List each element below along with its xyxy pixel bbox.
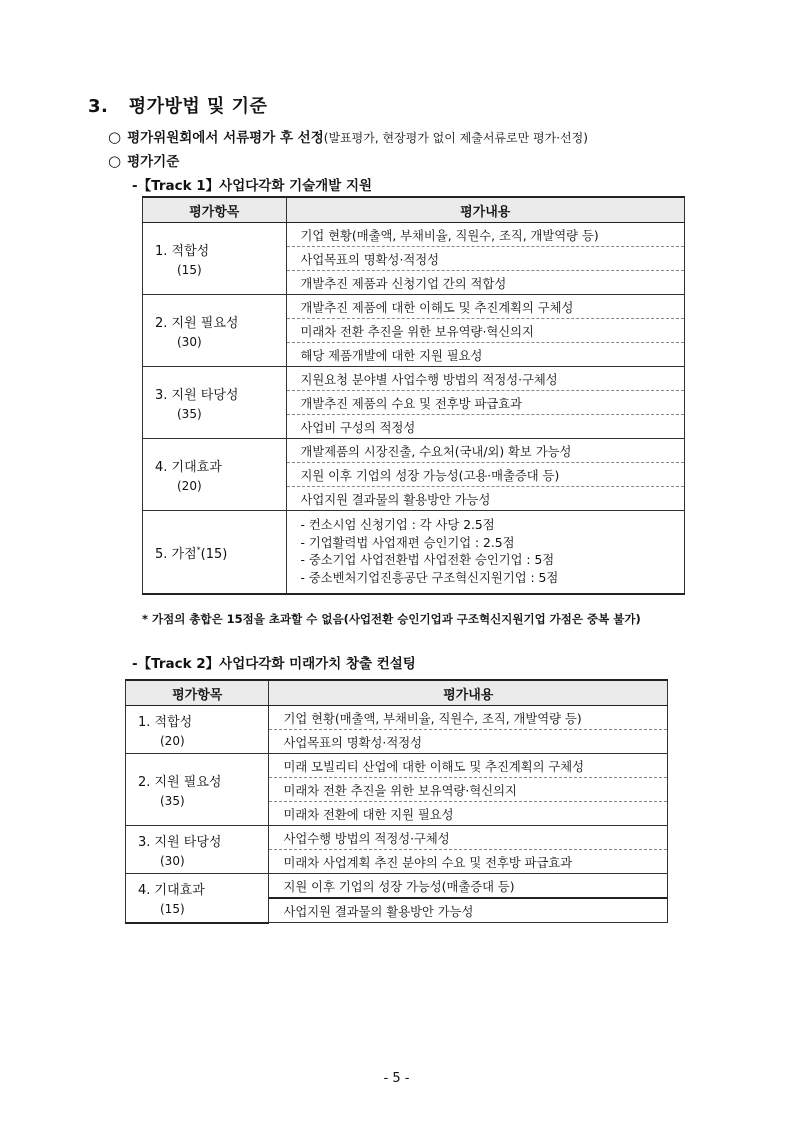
criteria-content-cell: 미래차 전환 추진을 위한 보유역량·혁신의지 bbox=[286, 319, 685, 343]
table-row bbox=[126, 754, 668, 778]
table-header-content: 평가내용 bbox=[286, 197, 685, 223]
table-row bbox=[143, 439, 685, 463]
table-row bbox=[143, 367, 685, 391]
criteria-name: 1. 적합성 bbox=[138, 715, 193, 730]
criteria-item-cell bbox=[143, 439, 287, 511]
criteria-name: 3. 지원 타당성 bbox=[138, 835, 222, 850]
criteria-score: (35) bbox=[177, 407, 202, 421]
section-heading bbox=[88, 92, 267, 118]
criteria-item-cell bbox=[126, 826, 269, 874]
bonus-footnote: * 가점의 총합은 15점을 초과할 수 없음(사업전환 승인기업과 구조혁신지원기업 가점은 중복 불가) bbox=[142, 612, 641, 626]
table-row bbox=[126, 826, 668, 850]
bullet-evaluation-criteria bbox=[108, 150, 179, 170]
criteria-content-cell: 미래차 사업계획 추진 분야의 수요 및 전후방 파급효과 bbox=[269, 850, 668, 874]
section-title: 평가방법 및 기준 bbox=[128, 96, 268, 117]
criteria-content-cell: 지원 이후 기업의 성장 가능성(매출증대 등) bbox=[269, 874, 668, 899]
criteria-score: (20) bbox=[160, 734, 185, 748]
criteria-item-cell bbox=[126, 706, 269, 754]
track1-criteria-table bbox=[142, 196, 685, 595]
criteria-content-cell: 사업수행 방법의 적정성·구체성 bbox=[269, 826, 668, 850]
criteria-name: 1. 적합성 bbox=[155, 244, 210, 259]
criteria-content-cell: 미래차 전환에 대한 지원 필요성 bbox=[269, 802, 668, 826]
track1-heading: -【Track 1】사업다각화 기술개발 지원 bbox=[132, 178, 373, 194]
criteria-name: 2. 지원 필요성 bbox=[155, 316, 239, 331]
bonus-line: - 중소기업 사업전환법 사업전환 승인기업 : 5점 bbox=[300, 553, 555, 567]
criteria-content-cell: 사업목표의 명확성·적정성 bbox=[269, 730, 668, 754]
criteria-score: (20) bbox=[177, 479, 202, 493]
circle-bullet-icon: ○ bbox=[108, 152, 122, 170]
criteria-content-cell: 미래차 전환 추진을 위한 보유역량·혁신의지 bbox=[269, 778, 668, 802]
criteria-content-cell: 사업목표의 명확성·적정성 bbox=[286, 247, 685, 271]
criteria-content-cell: 사업지원 결과물의 활용방안 가능성 bbox=[269, 898, 668, 923]
bonus-score: (15) bbox=[200, 546, 228, 562]
criteria-content-cell: 기업 현황(매출액, 부채비율, 직원수, 조직, 개발역량 등) bbox=[269, 706, 668, 730]
criteria-content-cell: 미래 모빌리티 산업에 대한 이해도 및 추진계획의 구체성 bbox=[269, 754, 668, 778]
criteria-content-cell: 개발추진 제품과 신청기업 간의 적합성 bbox=[286, 271, 685, 295]
track2-criteria-table bbox=[125, 679, 668, 924]
criteria-content-cell: 개발추진 제품에 대한 이해도 및 추진계획의 구체성 bbox=[286, 295, 685, 319]
criteria-content-cell: 사업비 구성의 적정성 bbox=[286, 415, 685, 439]
table-header-item: 평가항목 bbox=[143, 197, 287, 223]
table-row bbox=[143, 295, 685, 319]
criteria-item-cell bbox=[143, 367, 287, 439]
criteria-score: (30) bbox=[160, 854, 185, 868]
criteria-name: 4. 기대효과 bbox=[138, 883, 205, 899]
section-number: 3. bbox=[88, 96, 109, 117]
bonus-line: - 중소벤처기업진흥공단 구조혁신지원기업 : 5점 bbox=[300, 570, 559, 585]
bonus-content-cell bbox=[286, 511, 685, 595]
bonus-item-cell bbox=[143, 511, 287, 595]
table-header-content: 평가내용 bbox=[269, 680, 668, 706]
bullet-note-text: (발표평가, 현장평가 없이 제출서류로만 평가·선정) bbox=[323, 131, 588, 145]
criteria-content-cell: 해당 제품개발에 대한 지원 필요성 bbox=[286, 343, 685, 367]
table-row bbox=[126, 874, 668, 899]
criteria-content-cell: 지원 이후 기업의 성장 가능성(고용·매출증대 등) bbox=[286, 463, 685, 487]
track2-heading: -【Track 2】사업다각화 미래가치 창출 컨설팅 bbox=[132, 656, 416, 672]
table-row bbox=[143, 511, 685, 595]
bonus-name: 5. 가점 bbox=[155, 546, 197, 562]
criteria-content-cell: 개발제품의 시장진출, 수요처(국내/외) 확보 가능성 bbox=[286, 439, 685, 463]
criteria-item-cell bbox=[126, 874, 269, 923]
criteria-score: (15) bbox=[160, 902, 185, 917]
criteria-score: (15) bbox=[177, 263, 202, 277]
criteria-item-cell bbox=[143, 295, 287, 367]
criteria-item-cell bbox=[126, 754, 269, 826]
criteria-name: 4. 기대효과 bbox=[155, 460, 222, 475]
table-header-item: 평가항목 bbox=[126, 680, 269, 706]
circle-bullet-icon: ○ bbox=[108, 128, 122, 146]
bonus-mark: * bbox=[196, 545, 201, 555]
criteria-name: 3. 지원 타당성 bbox=[155, 388, 239, 403]
criteria-content-cell: 개발추진 제품의 수요 및 전후방 파급효과 bbox=[286, 391, 685, 415]
criteria-score: (30) bbox=[177, 335, 202, 349]
bonus-line: - 기업활력법 사업재편 승인기업 : 2.5점 bbox=[300, 535, 515, 550]
criteria-content-cell: 사업지원 결과물의 활용방안 가능성 bbox=[286, 487, 685, 511]
bullet-main-text: 평가기준 bbox=[127, 154, 180, 170]
table-row bbox=[143, 223, 685, 247]
bonus-line: - 컨소시엄 신청기업 : 각 사당 2.5점 bbox=[300, 518, 495, 532]
page-number: - 5 - bbox=[383, 1071, 410, 1086]
bullet-evaluation-method bbox=[108, 126, 588, 146]
criteria-name: 2. 지원 필요성 bbox=[138, 775, 222, 790]
bullet-main-text: 평가위원회에서 서류평가 후 선정 bbox=[127, 130, 324, 146]
criteria-item-cell bbox=[143, 223, 287, 295]
criteria-content-cell: 기업 현황(매출액, 부채비율, 직원수, 조직, 개발역량 등) bbox=[286, 223, 685, 247]
criteria-score: (35) bbox=[160, 794, 185, 808]
table-row bbox=[126, 706, 668, 730]
criteria-content-cell: 지원요청 분야별 사업수행 방법의 적정성·구체성 bbox=[286, 367, 685, 391]
